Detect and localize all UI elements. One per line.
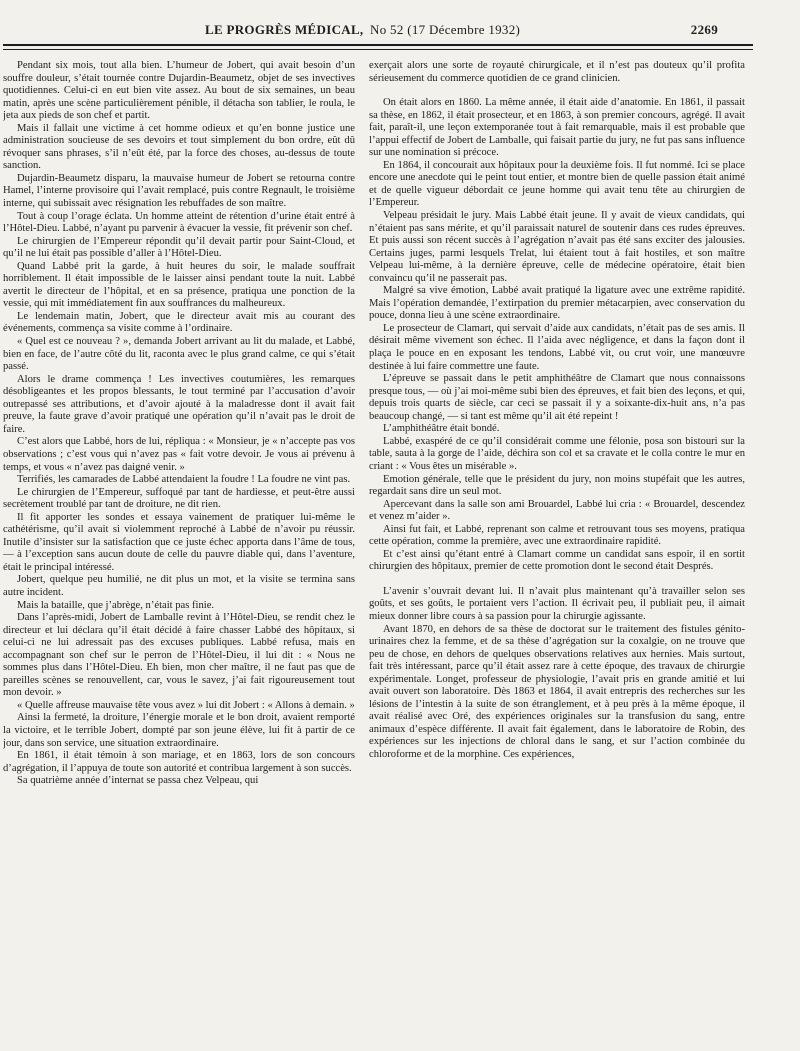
paragraph: C’est alors que Labbé, hors de lui, répliqua : « Monsieur, je « n’accepte pas vos observations ; c’est vous qui n’avez pas « fait votre devoir. Je vous ai prévenu à temps, et vous « n’avez pas daigné venir. » [3, 436, 355, 473]
paragraph: Mais il fallait une victime à cet homme odieux et qu’en bonne justice une administration soucieuse de ses devoirs et tout simplement du bon ordre, eût dû révoquer sans phrases, s’il n’eût été, par la force des choses, au-dessus de toute sanction. [3, 122, 355, 172]
paragraph: L’épreuve se passait dans le petit amphithéâtre de Clamart que nous connaissons presque tous, — où j’ai moi-même subi bien des épreuves, et fait bien des leçons, et qui, depuis trois quarts de siècle, car ceci se passait il y a soixante-dix-huit ans, n’a pas beaucoup changé, — si tant est même qu’il ait été repeint ! [369, 373, 745, 422]
paragraph: Sa quatrième année d’internat se passa chez Velpeau, qui [17, 775, 259, 787]
paragraph: Pendant six mois, tout alla bien. L’humeur de Jobert, qui avait besoin d’un souffre douleur, s’était tournée contre Dujardin-Beaumetz, objet de ses invectives quotidiennes. Celui-ci en eut bien vite assez. Au bout de six semaines, un beau matin, après une scène particulièrement pénible, il détacha son tablier, le roula, le jeta aux pieds de son chef et partit. [3, 60, 355, 122]
paragraph: En 1864, il concourait aux hôpitaux pour la deuxième fois. Il fut nommé. Ici se place encore une anecdote qui le peint tout entier, et montre bien de quelle passion était animé et de quelle vigueur débordait ce jeune homme qui avait tenu tête au chirurgien de l’Empereur. [369, 159, 745, 209]
paragraph: Dujardin-Beaumetz disparu, la mauvaise humeur de Jobert se retourna contre Hamel, l’interne provisoire qui l’avait remplacé, puis contre Regnault, le troisième interne, qui subissait avec résignation les rebuffades de son maître. [3, 172, 355, 210]
paragraph: Emotion générale, telle que le président du jury, non moins stupéfait que les autres, regardait sans dire un seul mot. [369, 473, 745, 498]
paragraph: Ainsi la fermeté, la droiture, l’énergie morale et le bon droit, avaient remporté la victoire, et le terrible Jobert, dompté par son jeune élève, lui fit à partir de ce jour, dans son service, une situation extraordinaire. [3, 712, 355, 749]
running-header [0, 22, 800, 42]
left-column [3, 60, 355, 1045]
header-rule-thin [3, 49, 753, 50]
header-rule-thick [3, 44, 753, 46]
paragraph: On était alors en 1860. La même année, il était aide d’anatomie. En 1861, il passait sa thèse, en 1862, il était prosecteur, et en 1863, à son premier concours, agrégé. Il avait fait, paraît-il, une leçon extemporanée tout à fait remarquable, mais il est probable que l’appui effectif de Jobert de Lamballe, qui faisait partie du jury, ne fut pas sans influence sur une nomination si précoce. [369, 97, 745, 159]
paragraph: Avant 1870, en dehors de sa thèse de doctorat sur le traitement des fistules génito-urinaires chez la femme, et de sa thèse d’agrégation sur la coxalgie, on ne trouve que peu de chose, en dehors de quelques observations relatives aux hernies. Mais surtout, fait très intéressant, parce qu’il était assez rare à cette époque, des travaux de chirurgie expérimentale. Longet, professeur de physiologie, l’avait pris en grande amitié et lui avait ouvert son laboratoire. Dès 1863 et 1864, il avait entrepris des recherches sur les lésions de l’intestin à la suite de son étranglement, et à peu près à la même époque, il avait réalisé avec Oré, des expériences originales sur la transfusion du sang, entre animaux d’espèce différente. Il avait fait également, dans le laboratoire de Robin, des expériences sur les injections de chloral dans le sang, et sur l’action combinée du chloroforme et de la morphine. Ces expériences, [369, 623, 745, 760]
paragraph: Apercevant dans la salle son ami Brouardel, Labbé lui cria : « Brouardel, descendez et venez m’aider ». [369, 498, 745, 523]
paragraph: Malgré sa vive émotion, Labbé avait pratiqué la ligature avec une extrême rapidité. Mais l’opération demandée, l’extirpation du premier métacarpien, avec conservation du pouce, donna lieu à une scène extraordinaire. [369, 285, 745, 322]
paragraph: Quand Labbé prit la garde, à huit heures du soir, le malade souffrait horriblement. Il était impossible de le laisser ainsi pendant toute la nuit. Labbé avertit le directeur de l’hôpital, et en sa présence, pratiqua une ponction de la vessie, qui mit immédiatement fin aux souffrances du malheureux. [3, 260, 355, 310]
paragraph: Et c’est ainsi qu’étant entré à Clamart comme un candidat sans espoir, il en sortit chirurgien des hôpitaux, premier de cette promotion dont le second était Després. [369, 548, 745, 573]
paragraph: Velpeau présidait le jury. Mais Labbé était jeune. Il y avait de vieux candidats, qui n’étaient pas sans mérite, et qu’il paraissait naturel de soutenir dans ces rudes épreuves. Et puis aussi son récent succès à l’agrégation n’avait pas été sans exciter des jalousies. Certains juges, parmi lesquels Trelat, lui étaient tout à fait hostiles, et son maître Velpeau lui-même, à la dernière épreuve, celle de médecine opératoire, était bien convaincu qu’il ne passerait pas. [369, 210, 745, 284]
journal-title: LE PROGRÈS MÉDICAL, [205, 22, 364, 37]
paragraph: Ainsi fut fait, et Labbé, reprenant son calme et retrouvant tous ses moyens, pratiqua cette opération, comme la première, avec une extraordinaire rapidité. [369, 523, 745, 548]
paragraph: Terrifiés, les camarades de Labbé attendaient la foudre ! La foudre ne vint pas. [17, 474, 351, 486]
paragraph: exerçait alors une sorte de royauté chirurgicale, et il n’est pas douteux qu’il profita sérieusement du commerce quotidien de ce grand clinicien. [369, 60, 745, 84]
paragraph: Le chirurgien de l’Empereur répondit qu’il devait partir pour Saint-Cloud, et qu’il ne lui était pas possible d’aller à l’Hôtel-Dieu. [3, 235, 355, 260]
paragraph: « Quel est ce nouveau ? », demanda Jobert arrivant au lit du malade, et Labbé, bien en face, de l’autre côté du lit, raconta avec le plus grand calme, ce qui s’était passé. [3, 336, 355, 373]
paragraph: Dans l’après-midi, Jobert de Lamballe revint à l’Hôtel-Dieu, se rendit chez le directeur et lui déclara qu’il était décidé à faire chasser Labbé des hôpitaux, si celui-ci ne lui adressait pas des excuses publiques. Labbé refusa, mais en accompagnant son chef sur le perron de l’Hôtel-Dieu, il lui dit : « Nous ne sommes plus dans l’Hôtel-Dieu. Eh bien, mon cher maître, il ne faut pas que de pareilles scènes se renouvellent, car, vous le savez, j’ai fait rigoureusement tout mon devoir. » [3, 612, 355, 699]
paragraph: L’avenir s’ouvrait devant lui. Il n’avait plus maintenant qu’à travailler selon ses goûts, et ses goûts, le portaient vers l’action. Il écrivait peu, il publiait peu, il aimait mieux donner libre cours à sa passion pour la chirurgie agissante. [369, 585, 745, 622]
paragraph: Le chirurgien de l’Empereur, suffoqué par tant de hardiesse, et peut-être aussi secrètement troublé par tant de droiture, ne dit rien. [3, 486, 355, 511]
right-column [369, 60, 745, 1045]
paragraph: « Quelle affreuse mauvaise tête vous avez » lui dit Jobert : « Allons à demain. » [17, 699, 355, 711]
paragraph: Tout à coup l’orage éclata. Un homme atteint de rétention d’urine était entré à l’Hôtel-Dieu. Labbé, n’ayant pu parvenir à évacuer la vessie, fit prévenir son chef. [3, 210, 355, 235]
paragraph: Il fit apporter les sondes et essaya vainement de pratiquer lui-même le cathétérisme, qu’il avait si violemment reproché à Labbé de n’avoir pu réussir. Inutile d’insister sur la satisfaction que ce juste échec apporta dans l’âme de tous, — à l’exception sans aucun doute de celle du pauvre diable qui, dans l’aventure, était le principal intéressé. [3, 511, 355, 573]
paragraph: Le prosecteur de Clamart, qui servait d’aide aux candidats, n’était pas de ses amis. Il désirait même vivement son échec. Il l’aida avec négligence, et dans la façon dont il plaça le pouce en en exposant les tendons, Labbé vit, ou crut voir, une manœuvre destinée à lui faire commettre une faute. [369, 322, 745, 372]
paragraph: Mais la bataille, que j’abrège, n’était pas finie. [17, 599, 215, 611]
paragraph: Le lendemain matin, Jobert, que le directeur avait mis au courant des événements, commença sa visite comme à l’ordinaire. [3, 310, 355, 335]
issue-info: No 52 (17 Décembre 1932) [370, 22, 521, 37]
paragraph: Jobert, quelque peu humilié, ne dit plus un mot, et la visite se termina sans autre incident. [3, 574, 355, 598]
paragraph: Alors le drame commença ! Les invectives coutumières, les remarques désobligeantes et les propos blessants, le tout terminé par l’accusation d’avoir outrepassé ses attributions, et d’avoir ajouté à la maladresse dont il avait fait preuve, la faute grave d’avoir pratiqué une opération qu’il n’avait pas le droit de faire. [3, 373, 355, 435]
paragraph: Labbé, exaspéré de ce qu’il considérait comme une félonie, posa son bistouri sur la table, sauta à la gorge de l’aide, déchira son col et sa cravate et le colla contre le mur en criant : « Vous êtes un misérable ». [369, 435, 745, 472]
page-number: 2269 [690, 22, 718, 37]
paragraph: En 1861, il était témoin à son mariage, et en 1863, lors de son concours d’agrégation, il l’appuya de toute son autorité et contribua largement à son succès. [3, 750, 355, 774]
paragraph: L’amphithéâtre était bondé. [383, 423, 500, 435]
